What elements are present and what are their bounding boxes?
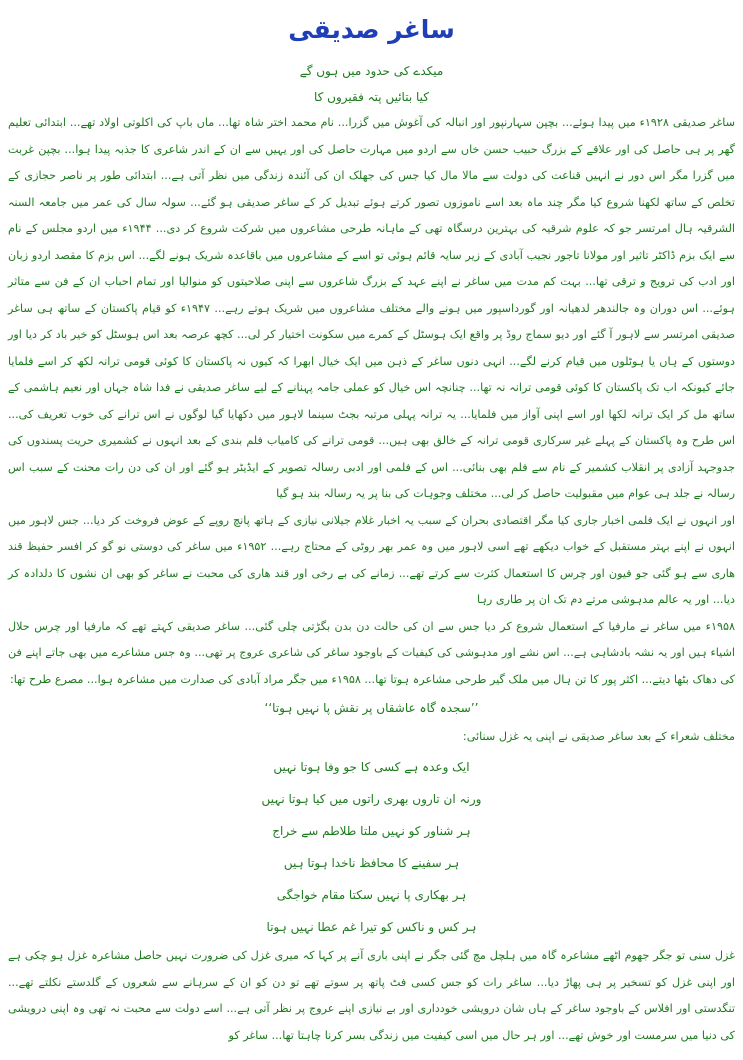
closing-paragraph: غزل سنی تو جگر جھوم اٹھے مشاعرہ گاہ میں ہلچل مچ گئی جگر نے اپنی باری آنے پر کہا کہ میری غزل کی ضرورت نہیں حاصل مشاعرہ غزل ہو چکی ہے اور اپنی غزل کو تسخیر پر ہی پھاڑ دیا... ساغر رات کو جس کسی فٹ پاتھ پر سوتے تھے تو دن کو ان کے سرہانے سے شعروں کے گلدستے نکلتے تھے... تنگدستی اور افلاس کے باوجود ساغر کے ہاں شان درویشی خودداری اور بے نیازی اپنے عروج پر نظر آتی ہے... اسے دولت سے محبت نہ تھی وہ اپنی درویشی کی دنیا میں سرمست اور خوش تھے... اور ہر حال میں اسی کیفیت میں زندگی بسر کرنا چاہتا تھا... ساغر کو: [8, 949, 735, 1042]
misra-tarah-quote: ’’سجدہ گاہ عاشقاں پر نقش پا نہیں ہوتا‘‘: [264, 701, 479, 715]
ghazal-verse: ہر کس و ناکس کو تیرا غم عطا نہیں ہوتا: [266, 920, 477, 934]
ghazal-verse: ہر بھکاری پا نہیں سکتا مقام خواجگی: [276, 888, 467, 902]
biography-paragraph-2: اور انہوں نے ایک فلمی اخبار جاری کیا مگر اقتصادی بحران کے سبب یہ اخبار غلام جیلانی نیازی کے ہاتھ پانچ روپے کے عوض فروخت کر دیا... جس لاہور میں انہوں نے اپنے بہتر مستقبل کے خواب دیکھے تھے اسی لاہور میں وہ عمر بھر روٹی کے محتاج رہے... ۱۹۵۲ء میں ساغر کی دوستی نو گو کر افسر حفیظ قند ھاری سے ہو گئی جو فیون اور چرس کا استعمال کثرت سے کرتے تھے... زمانے کی بے رخی اور قند ھاری کی محبت نے ساغر کو بھی ان نشوں کا دلدادہ کر دیا... اور یہ عالم مدہوشی مرتے دم تک ان پر طاری رہا: [8, 513, 735, 606]
opening-couplet-line-1: میکدے کی حدود میں ہوں گے: [299, 64, 444, 78]
biography-paragraph-1: ساغر صدیقی ۱۹۲۸ء میں پیدا ہوئے... بچپن سہارنپور اور انبالہ کی آغوش میں گزرا... نام محمد اختر شاہ تھا... ماں باپ کی اکلوتی اولاد تھے... ابتدائی تعلیم گھر پر ہی حاصل کی اور علاقے کے بزرگ حبیب حسن خاں سے اردو میں مہارت حاصل کی اور یہیں سے ان کے اندر شاعری کا جذبہ پیدا ہوا... بچپن غربت میں گزرا مگر اس دور نے انہیں قناعت کی دولت سے مالا مال کیا جس کی جھلک ان کی آئندہ زندگی میں نظر آتی ہے... ابتدائی طور پر ناصر حجازی کے تخلص کے ساتھ لکھنا شروع کیا مگر چند ماہ بعد اسے ناموزوں تصور کرتے ہوئے تبدیل کر کے ساغر صدیقی ہو گئے... سولہ سال کی عمر میں جامعہ السنہ الشرقیہ ہال امرتسر جو کہ علوم شرقیہ کی بہترین درسگاہ تھی کے ماہانہ طرحی مشاعروں میں شرکت شروع کر دی... ۱۹۴۴ء میں اردو مجلس کے نام سے ایک بزم ڈاکٹر تاثیر اور مولانا تاجور نجیب آبادی کے زیر سایہ قائم ہوئی تو اسے کے مشاعروں میں باقاعدہ شریک ہونے لگے... اس بزم کا مقصد اردو زبان اور ادب کی ترویج و ترقی تھا... بہت کم مدت میں ساغر نے اپنے عہد کے بزرگ شاعروں سے اپنی صلاحیتوں کو منوالیا اور تمام احباب ان کے فن سے متاثر ہوئے... اس دوران وہ جالندھر لدھیانہ اور گورداسپور میں ہونے والے مختلف مشاعروں میں شریک ہوتے رہے... ۱۹۴۷ء کو قیام پاکستان کے ساتھ ہی ساغر صدیقی امرتسر سے لاہور آ گئے اور دیو سماج روڈ پر واقع ایک ہوسٹل کے کمرے میں سکونت اختیار کر لی... کچھ عرصہ بعد اس ہوسٹل کو خیر باد کر دیا اور دوستوں کے ہاں یا ہوٹلوں میں قیام کرنے لگے... انہی دنوں ساغر کے ذہن میں ایک خیال ابھرا کہ کیوں نہ پاکستان کا کوئی قومی ترانہ لکھ کر اسے فلمایا جائے کیونکہ اب تک پاکستان کا کوئی قومی ترانہ نہ تھا... چنانچہ اس خیال کو عملی جامہ پہنانے کے لیے ساغر صدیقی نے فدا شاہ جہاں اور نعیم ہاشمی کے ساتھ مل کر ایک ترانہ لکھا اور اسے اپنی آواز میں فلمایا... یہ ترانہ پہلی مرتبہ بجٹ سینما لاہور میں دکھایا گیا لوگوں نے اس ترانے کی خوب تعریف کی... اس طرح وہ پاکستان کے پہلے غیر سرکاری قومی ترانہ کے خالق بھی ہیں... قومی ترانے کی کامیاب فلم بندی کے بعد انہوں نے کشمیری حریت پسندوں کی جدوجہد آزادی پر انقلاب کشمیر کے نام سے فلم بھی بنائی... اس کے فلمی اور ادبی رسالہ تصویر کے ایڈیٹر ہو گئے اور ان کی دن رات محنت کے سبب اس رسالہ نے جلد ہی عوام میں مقبولیت حاصل کر لی... مختلف وجوہات کی بنا پر یہ رسالہ بند ہو گیا: [8, 116, 735, 500]
page-title: ساغر صدیقی: [288, 15, 455, 44]
opening-couplet-line-2: کیا بتائیں پتہ فقیروں کا: [314, 90, 429, 104]
ghazal-verses: [8, 751, 735, 943]
biography-paragraph-3: ۱۹۵۸ء میں ساغر نے مارفیا کے استعمال شروع کر دیا جس سے ان کی حالت دن بدن بگڑتی چلی گئی... ساغر صدیقی کہتے تھے کہ مارفیا اور چرس حلال اشیاء ہیں اور یہ نشہ بادشاہی ہے... اس نشے اور مدہوشی کی کیفیات کے باوجود ساغر کی شاعری عروج پر تھی... وہ جس مشاعرے میں بھی جاتے اپنے فن کی دھاک بٹھا دیتے... اکثر پور کا تن ہال میں ملک گیر طرحی مشاعرہ ہوتا تھا... ۱۹۵۸ء میں جگر مراد آبادی کی صدارت میں مشاعرہ ہوا... مصرع طرح تھا:: [8, 619, 735, 686]
ghazal-verse: ورنہ ان تاروں بھری راتوں میں کیا ہوتا نہیں: [261, 792, 482, 806]
ghazal-verse: ایک وعدہ ہے کسی کا جو وفا ہوتا نہیں: [273, 760, 470, 774]
ghazal-intro: مختلف شعراء کے بعد ساغر صدیقی نے اپنی یہ غزل سنائی:: [462, 730, 735, 743]
ghazal-verse: ہر شناور کو نہیں ملتا طلاطم سے خراج: [272, 824, 471, 838]
ghazal-verse: ہر سفینے کا محافظ ناخدا ہوتا ہیں: [283, 856, 460, 870]
